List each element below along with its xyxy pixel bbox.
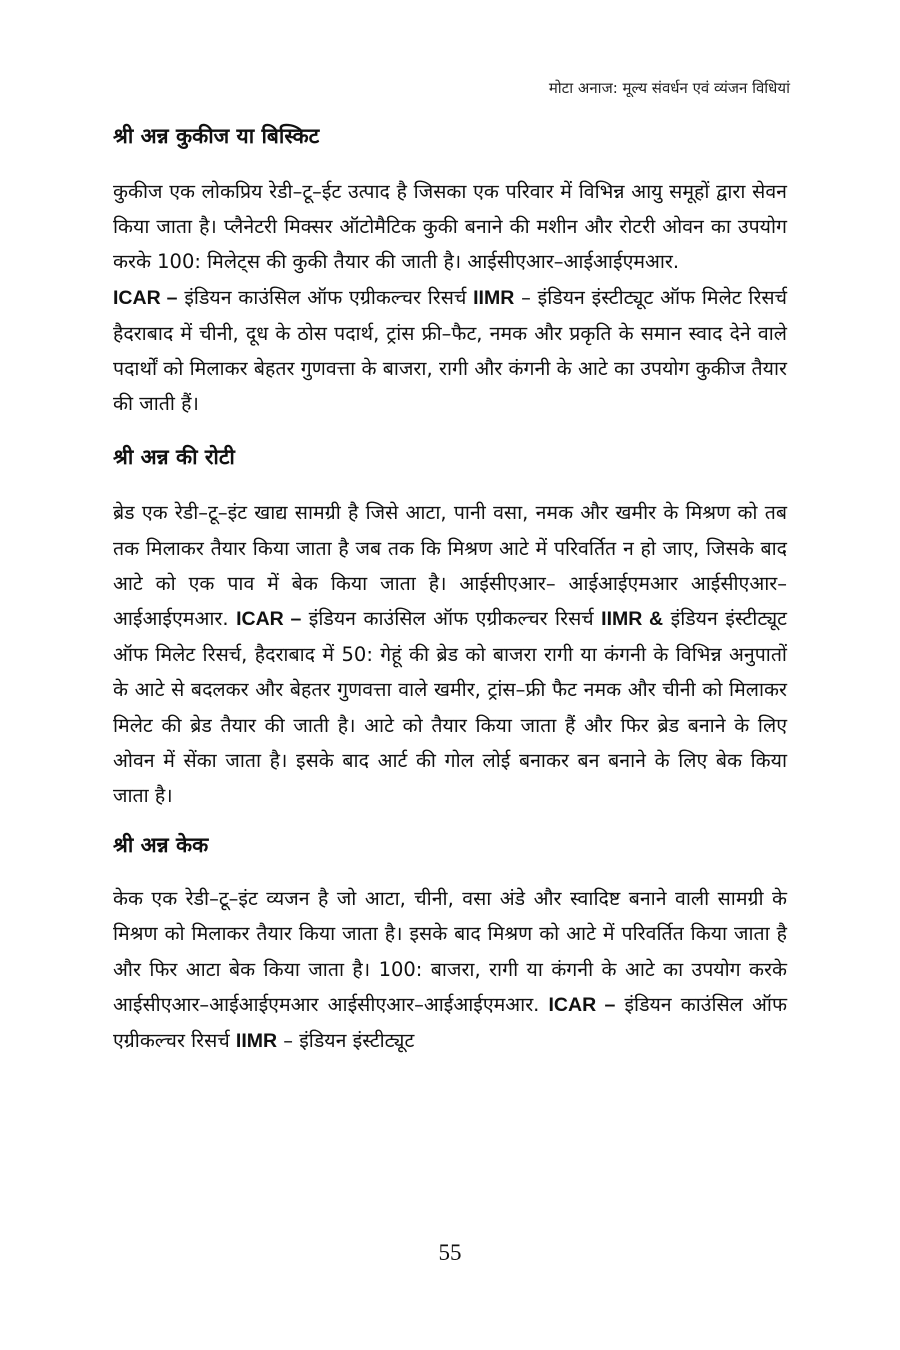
paragraph-text: इंडियन काउंसिल ऑफ एग्रीकल्चर रिसर्च <box>177 285 474 309</box>
bold-term: IIMR <box>473 286 515 309</box>
page-number: 55 <box>438 1240 462 1265</box>
bold-term: ICAR – <box>113 286 178 309</box>
bold-term: IIMR & <box>601 608 664 631</box>
paragraph-text: इंडियन काउंसिल ऑफ एग्रीकल्चर रिसर्च <box>113 992 787 1053</box>
section-paragraph-cookies <box>113 174 787 421</box>
section-paragraph-roti <box>113 495 787 813</box>
paragraph-text: केक एक रेडी–टू–इंट व्यजन है जो आटा, चीनी, वसा अंडे और स्वादिष्ट बनाने वाली सामग्री के मिश्रण को मिलाकर तैयार किया जाता है। इसके बाद मिश्रण को आटे में परिवर्तित किया जाता है और फिर आटा बेक किया जाता है। 100: बाजरा, रागी या कंगनी के आटे का उपयोग करके आईसीएआर–आईआईएमआर आईसीएआर–आईआईएमआर. <box>113 887 787 1016</box>
bold-term: ICAR – <box>548 993 616 1016</box>
section-heading-cake: श्री अन्न केक <box>113 833 209 858</box>
running-head: मोटा अनाज: मूल्य संवर्धन एवं व्यंजन विधियां <box>548 79 790 97</box>
section-heading-roti: श्री अन्न की रोटी <box>113 445 235 470</box>
paragraph-text: ब्रेड एक रेडी–टू–इंट खाद्य सामग्री है जिसे आटा, पानी वसा, नमक और खमीर के मिश्रण को तब तक मिलाकर तैयार किया जाता है जब तक कि मिश्रण आटे में परिवर्तित न हो जाए, जिसके बाद आटे को एक पाव में बेक किया जाता है। आईसीएआर– आईआईएमआर आईसीएआर–आईआईएमआर. <box>113 501 787 631</box>
paragraph-text: इंडियन इंस्टीट्यूट ऑफ मिलेट रिसर्च, हैदराबाद में 50: गेहूं की ब्रेड को बाजरा रागी या कंगनी के विभिन्न अनुपातों के आटे से बदलकर और बेहतर गुणवत्ता वाले खमीर, ट्रांस–फ्री फैट नमक और चीनी को मिलाकर मिलेट की ब्रेड तैयार की जाती है। आटे को तैयार किया जाता हैं और फिर ब्रेड बनाने के लिए ओवन में सेंका जाता है। इसके बाद आर्ट की गोल लोई बनाकर बन बनाने के लिए बेक किया जाता है। <box>113 607 787 808</box>
section-heading-cookies: श्री अन्न कुकीज या बिस्किट <box>113 124 320 148</box>
bold-term: IIMR <box>235 1030 278 1053</box>
page-content <box>113 120 787 1059</box>
paragraph-text: – इंडियन इंस्टीट्यूट ऑफ मिलेट रिसर्च हैदराबाद में चीनी, दूध के ठोस पदार्थ, ट्रांस फ्री–फैट, नमक और प्रकृति के समान स्वाद देने वाले पदार्थों को मिलाकर बेहतर गुणवत्ता के बाजरा, रागी और कंगनी के आटे का उपयोग कुकीज तैयार की जाती हैं। <box>113 285 787 416</box>
bold-term: ICAR – <box>236 608 302 631</box>
paragraph-text: – इंडियन इंस्टीट्यूट <box>277 1029 415 1053</box>
section-paragraph-cake <box>113 881 787 1059</box>
paragraph-text: इंडियन काउंसिल ऑफ एग्रीकल्चर रिसर्च <box>301 607 602 631</box>
paragraph-text: कुकीज एक लोकप्रिय रेडी–टू–ईट उत्पाद है जिसका एक परिवार में विभिन्न आयु समूहों द्वारा सेवन किया जाता है। प्लैनेटरी मिक्सर ऑटोमैटिक कुकी बनाने की मशीन और रोटरी ओवन का उपयोग करके 100: मिलेट्स की कुकी तैयार की जाती है। आईसीएआर–आईआईएमआर. <box>113 180 787 274</box>
